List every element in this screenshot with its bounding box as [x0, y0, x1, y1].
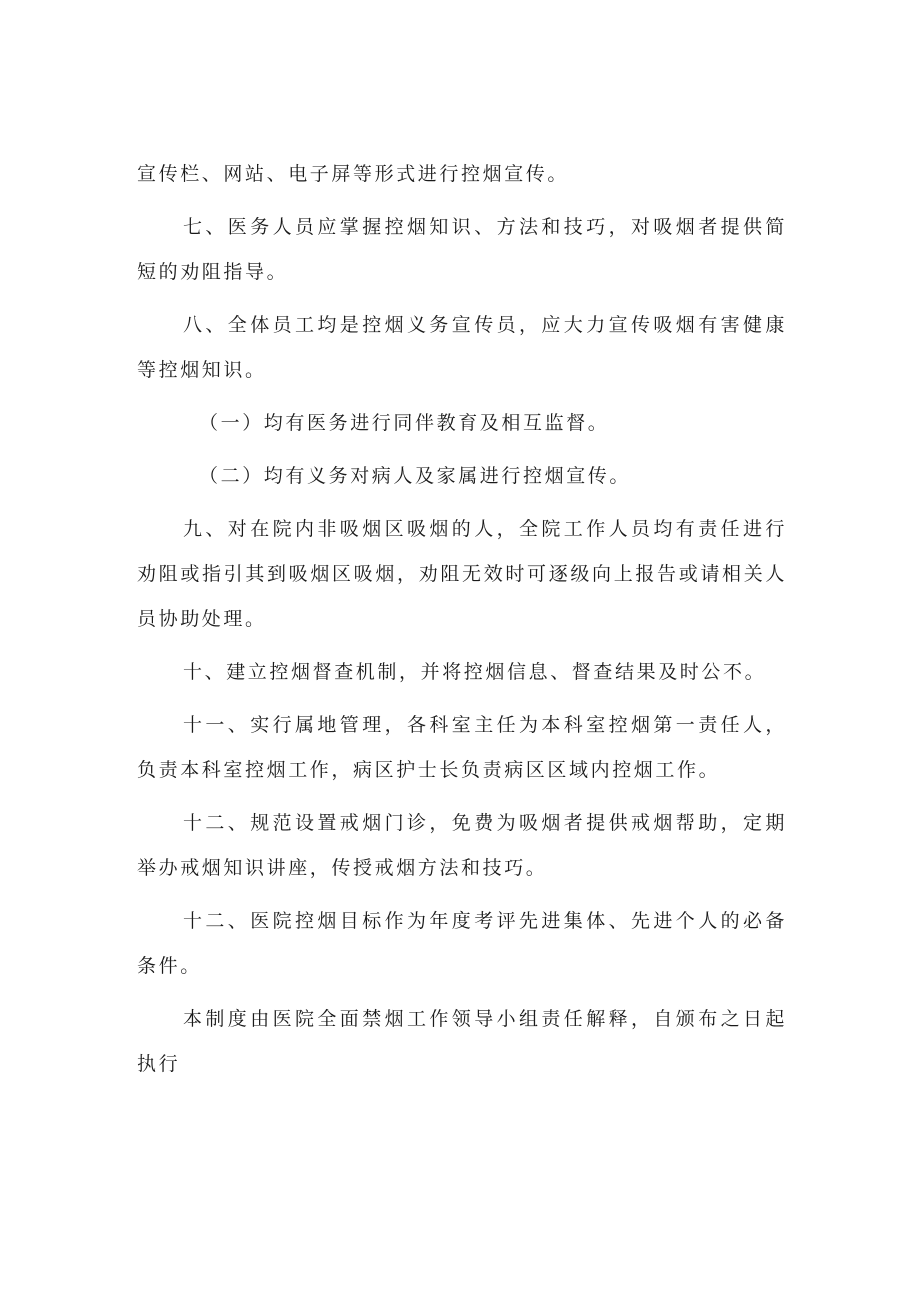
document-body [137, 152, 787, 1095]
paragraph-closing: 本制度由医院全面禁烟工作领导小组责任解释，自颁布之日起执行 [137, 1008, 787, 1075]
paragraph-item-8: 八、全体员工均是控烟义务宣传员，应大力宣传吸烟有害健康等控烟知识。 [137, 314, 787, 381]
paragraph-item-12b: 十二、医院控烟目标作为年度考评先进集体、先进个人的必备条件。 [137, 910, 787, 977]
paragraph-item-9: 九、对在院内非吸烟区吸烟的人，全院工作人员均有责任进行劝阻或指引其到吸烟区吸烟，劝阻无效时可逐级向上报告或请相关人员协助处理。 [137, 518, 787, 630]
paragraph-item-8-sub-1: （一）均有医务进行同伴教育及相互监督。 [199, 412, 610, 434]
paragraph-item-10: 十、建立控烟督查机制，并将控烟信息、督查结果及时公不。 [183, 661, 767, 683]
paragraph-item-8-sub-2: （二）均有义务对病人及家属进行控烟宣传。 [199, 465, 632, 487]
paragraph-item-12: 十二、规范设置戒烟门诊，免费为吸烟者提供戒烟帮助，定期举办戒烟知识讲座，传授戒烟方法和技巧。 [137, 812, 787, 879]
paragraph-item-11: 十一、实行属地管理，各科室主任为本科室控烟第一责任人，负责本科室控烟工作，病区护士长负责病区区域内控烟工作。 [137, 714, 787, 781]
paragraph-item-7: 七、医务人员应掌握控烟知识、方法和技巧，对吸烟者提供简短的劝阻指导。 [137, 216, 787, 283]
paragraph-continuation: 宣传栏、网站、电子屏等形式进行控烟宣传。 [137, 163, 570, 185]
